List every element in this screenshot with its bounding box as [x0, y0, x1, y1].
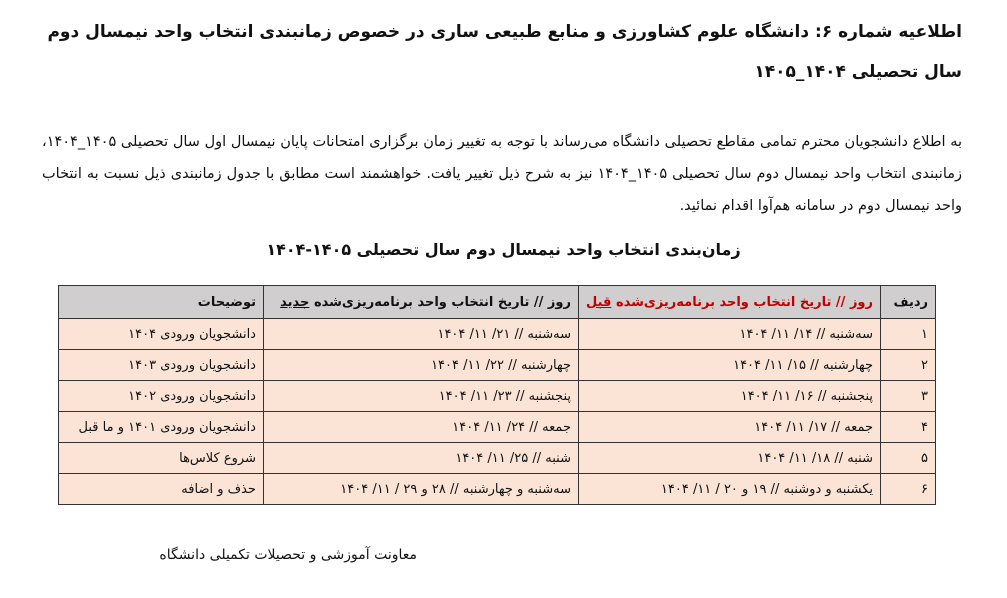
header-before-date	[578, 286, 880, 319]
before-date-cell: چهارشنبه // ۱۵/ ۱۱/ ۱۴۰۴	[578, 350, 880, 381]
notes-cell: شروع کلاس‌ها	[59, 443, 264, 474]
signature: معاونت آموزشی و تحصیلات تکمیلی دانشگاه	[159, 547, 417, 563]
new-date-cell: سه‌شنبه و چهارشنبه // ۲۸ و ۲۹ / ۱۱/ ۱۴۰۴	[263, 474, 578, 505]
header-new-text: روز // تاریخ انتخاب واحد برنامه‌ریزی‌شده	[313, 294, 571, 310]
table-row	[59, 412, 936, 443]
header-before-emphasis: قبل	[585, 294, 612, 310]
new-date-cell: پنجشنبه // ۲۳/ ۱۱/ ۱۴۰۴	[263, 381, 578, 412]
table-row	[59, 443, 936, 474]
before-date-cell: پنجشنبه // ۱۶/ ۱۱/ ۱۴۰۴	[578, 381, 880, 412]
header-before-text: روز // تاریخ انتخاب واحد برنامه‌ریزی‌شده	[615, 294, 873, 310]
row-number: ۲	[881, 350, 936, 381]
row-number: ۱	[881, 319, 936, 350]
table-row	[59, 474, 936, 505]
table-row	[59, 381, 936, 412]
notes-cell: دانشجویان ورودی ۱۴۰۱ و ما قبل	[59, 412, 264, 443]
new-date-cell: جمعه // ۲۴/ ۱۱/ ۱۴۰۴	[263, 412, 578, 443]
table-header-row	[59, 286, 936, 319]
new-date-cell: سه‌شنبه // ۲۱/ ۱۱/ ۱۴۰۴	[263, 319, 578, 350]
header-notes: توضیحات	[59, 286, 264, 319]
header-new-date	[263, 286, 578, 319]
new-date-cell: شنبه // ۲۵/ ۱۱/ ۱۴۰۴	[263, 443, 578, 474]
row-number: ۶	[881, 474, 936, 505]
table-row	[59, 350, 936, 381]
before-date-cell: شنبه // ۱۸/ ۱۱/ ۱۴۰۴	[578, 443, 880, 474]
notes-cell: حذف و اضافه	[59, 474, 264, 505]
header-new-emphasis: جدید	[280, 294, 310, 310]
new-date-cell: چهارشنبه // ۲۲/ ۱۱/ ۱۴۰۴	[263, 350, 578, 381]
announcement-title: اطلاعیه شماره ۶: دانشگاه علوم کشاورزی و منابع طبیعی ساری در خصوص زمانبندی انتخاب واحد نیمسال دوم سال تحصیلی ۱۴۰۴_۱۴۰۵	[47, 22, 962, 82]
before-date-cell: سه‌شنبه // ۱۴/ ۱۱/ ۱۴۰۴	[578, 319, 880, 350]
announcement-body: به اطلاع دانشجویان محترم تمامی مقاطع تحصیلی دانشگاه می‌رساند با توجه به تغییر زمان برگزاری امتحانات پایان نیمسال اول سال تحصیلی ۱۴۰۵_۱۴۰۴، زمانبندی انتخاب واحد نیمسال دوم سال تحصیلی ۱۴۰۵_۱۴۰۴ نیز به شرح ذیل تغییر یافت. خواهشمند است مطابق با جدول زمانبندی ذیل نسبت به انتخاب واحد نیمسال دوم در سامانه هم‌آوا اقدام نمائید.	[42, 134, 963, 214]
notes-cell: دانشجویان ورودی ۱۴۰۲	[59, 381, 264, 412]
before-date-cell: جمعه // ۱۷/ ۱۱/ ۱۴۰۴	[578, 412, 880, 443]
table-caption: زمان‌بندی انتخاب واحد نیمسال دوم سال تحصیلی ۱۴۰۵-۱۴۰۴	[266, 240, 741, 259]
notes-cell: دانشجویان ورودی ۱۴۰۴	[59, 319, 264, 350]
before-date-cell: یکشنبه و دوشنبه // ۱۹ و ۲۰ / ۱۱/ ۱۴۰۴	[578, 474, 880, 505]
header-row-number: ردیف	[881, 286, 936, 319]
notes-cell: دانشجویان ورودی ۱۴۰۳	[59, 350, 264, 381]
table-row	[59, 319, 936, 350]
row-number: ۵	[881, 443, 936, 474]
row-number: ۳	[881, 381, 936, 412]
row-number: ۴	[881, 412, 936, 443]
schedule-table	[58, 285, 936, 505]
